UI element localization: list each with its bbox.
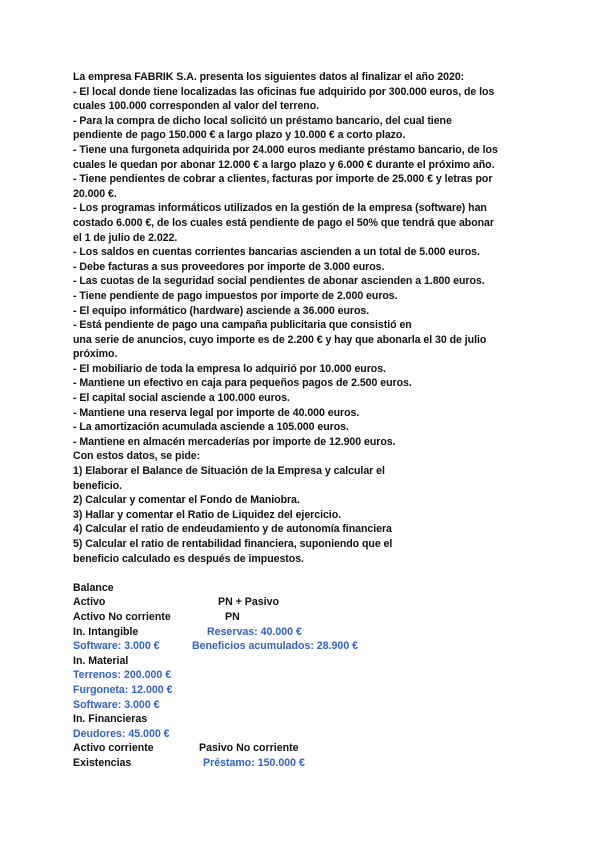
balance-sheet [73,581,533,771]
software-intangible-entry: Software: 3.000 € [73,640,160,653]
data-line: - El mobiliario de toda la empresa lo adquirió por 10.000 euros. [73,362,386,375]
data-line: cuales le quedan por abonar 12.000 € a largo plazo y 6.000 € durante el próximo año. [73,158,495,171]
data-line: - Tiene pendiente de pago impuestos por importe de 2.000 euros. [73,289,398,302]
activo-corriente-heading: Activo corriente [73,742,154,755]
balance-row [73,712,533,727]
data-line: - Está pendiente de pago una campaña publicitaria que consistió en [73,319,412,332]
data-line: una serie de anuncios, cuyo importe es de 2.200 € y hay que abonarla el 30 de julio [73,333,487,346]
question-line: 2) Calcular y comentar el Fondo de Maniobra. [73,494,300,507]
data-line: - Los programas informáticos utilizados en la gestión de la empresa (software) han [73,202,487,215]
beneficios-entry: Beneficios acumulados: 28.900 € [192,640,359,653]
balance-row [73,668,533,683]
pn-pasivo-heading: PN + Pasivo [218,596,279,609]
data-line: costado 6.000 €, de los cuales está pendiente de pago el 50% que tendrá que abonar [73,216,494,229]
data-line: - Tiene una furgoneta adquirida por 24.000 euros mediante préstamo bancario, de los [73,143,498,156]
data-line: - El equipo informático (hardware) asciende a 36.000 euros. [73,304,370,317]
in-financieras-heading: In. Financieras [73,713,148,726]
data-line: - El capital social asciende a 100.000 euros. [73,392,290,405]
data-line: pendiente de pago 150.000 € a largo plazo y 10.000 € a corto plazo. [73,129,406,142]
balance-title-row [73,581,533,596]
data-line: cuales 100.000 corresponden al valor del terreno. [73,100,320,113]
data-line: - Tiene pendientes de cobrar a clientes, facturas por importe de 25.000 € y letras por [73,173,493,186]
question-line: beneficio calculado es después de impuestos. [73,552,304,565]
data-line: - Debe facturas a sus proveedores por importe de 3.000 euros. [73,260,385,273]
intro-line: La empresa FABRIK S.A. presenta los siguientes datos al finalizar el año 2020: [73,71,465,83]
questions-list [73,449,533,566]
data-line: el 1 de julio de 2.022. [73,231,178,244]
spacer [73,566,533,581]
question-line: 3) Hallar y comentar el Ratio de Liquidez del ejercicio. [73,508,342,521]
question-line: 4) Calcular el ratio de endeudamiento y de autonomía financiera [73,523,392,536]
data-line: - Los saldos en cuentas corrientes bancarias ascienden a un total de 5.000 euros. [73,246,480,259]
deudores-entry: Deudores: 45.000 € [73,727,170,740]
terrenos-entry: Terrenos: 200.000 € [73,669,172,682]
balance-row [73,654,533,669]
balance-row [73,741,533,756]
software-material-entry: Software: 3.000 € [73,698,160,711]
question-line: beneficio. [73,479,122,492]
data-line: 20.000 €. [73,187,117,200]
in-intangible-heading: In. Intangible [73,625,139,638]
balance-title: Balance [73,581,114,594]
balance-subheader-row [73,610,533,625]
balance-row [73,639,533,654]
data-line: - Mantiene en almacén mercaderías por importe de 12.900 euros. [73,435,396,448]
data-line: - Mantiene una reserva legal por importe de 40.000 euros. [73,406,360,419]
balance-row [73,683,533,698]
balance-row [73,756,533,771]
document-page [73,70,533,771]
data-line: - El local donde tiene localizadas las oficinas fue adquirido por 300.000 euros, de los [73,85,495,98]
existencias-heading: Existencias [73,756,132,769]
activo-no-corriente-heading: Activo No corriente [73,610,171,623]
pn-heading: PN [225,610,240,623]
reservas-entry: Reservas: 40.000 € [207,625,302,638]
question-line: Con estos datos, se pide: [73,450,201,463]
question-line: 1) Elaborar el Balance de Situación de la Empresa y calcular el [73,465,385,478]
balance-row [73,625,533,640]
balance-row [73,698,533,713]
furgoneta-entry: Furgoneta: 12.000 € [73,683,173,696]
data-line: - Las cuotas de la seguridad social pendientes de abonar ascienden a 1.800 euros. [73,275,485,288]
in-material-heading: In. Material [73,654,129,667]
balance-row [73,727,533,742]
balance-header-row [73,595,533,610]
data-line: - La amortización acumulada asciende a 105.000 euros. [73,421,349,434]
data-line: próximo. [73,348,118,361]
data-list [73,85,533,450]
question-line: 5) Calcular el ratio de rentabilidad financiera, suponiendo que el [73,538,393,550]
data-line: - Para la compra de dicho local solicitó un préstamo bancario, del cual tiene [73,114,452,127]
activo-heading: Activo [73,596,106,609]
prestamo-entry: Préstamo: 150.000 € [203,756,305,769]
data-line: - Mantiene un efectivo en caja para pequeños pagos de 2.500 euros. [73,377,412,390]
pasivo-no-corriente-heading: Pasivo No corriente [199,742,299,755]
